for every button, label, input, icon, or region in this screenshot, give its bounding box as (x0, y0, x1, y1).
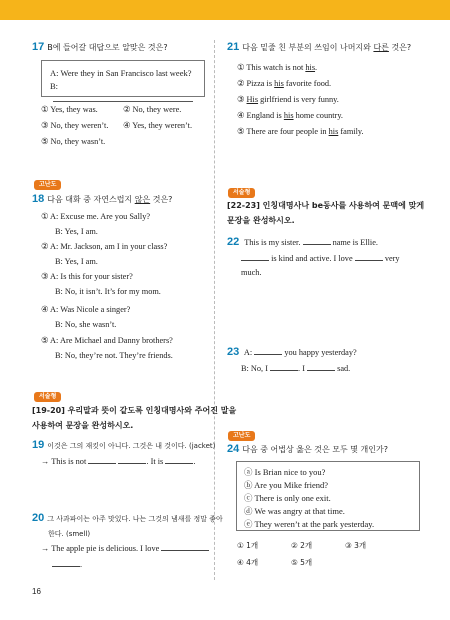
q18-choice-1-b: B: Yes, I am. (55, 227, 98, 236)
q21-number: 21 (227, 41, 240, 53)
q24-sentence-e: ⓔ They weren’t at the park yesterday. (244, 519, 375, 529)
q19-text: 이것은 그의 재킷이 아니다. 그것은 내 것이다. (jacket) (47, 442, 216, 450)
q17-choice-1[interactable]: ① Yes, they was. (41, 105, 98, 114)
top-color-bar (0, 0, 450, 20)
column-divider (214, 40, 216, 580)
q19-number: 19 (32, 439, 45, 451)
q18-choice-4-b: B: No, she wasn’t. (55, 320, 117, 329)
q24-sentence-a: ⓐ Is Brian nice to you? (244, 467, 326, 477)
q18-choice-2-a[interactable]: ② A: Mr. Jackson, am I in your class? (41, 242, 168, 251)
section-22-23-line2: 문장을 완성하시오. (227, 216, 295, 225)
q18-choice-5-a[interactable]: ⑤ A: Are Michael and Danny brothers? (41, 336, 173, 345)
q23-line1[interactable]: 23 A: you happy yesterday? (227, 346, 357, 358)
q24-heading (227, 443, 388, 456)
q18-choice-2-b: B: Yes, I am. (55, 257, 98, 266)
q24-sentence-b: ⓑ Are you Mike friend? (244, 480, 329, 490)
q24-choice-5[interactable]: ⑤ 5개 (291, 558, 313, 567)
q17-choice-5[interactable]: ⑤ No, they wasn’t. (41, 137, 106, 146)
q18-choice-5-b: B: No, they’re not. They’re friends. (55, 351, 173, 360)
q19-heading (32, 439, 215, 452)
section-19-20-line1: [19-20] 우리말과 뜻이 같도록 인칭대명사와 주어진 말을 (32, 406, 237, 415)
q21-choice-2[interactable]: ② Pizza is his favorite food. (237, 79, 332, 88)
q18-choice-4-a[interactable]: ④ A: Was Nicole a singer? (41, 305, 131, 314)
q18-heading: 18 다음 대화 중 자연스럽지 않은 것은? (32, 193, 173, 205)
q18-choice-1-a[interactable]: ① A: Excuse me. Are you Sally? (41, 212, 151, 221)
q17-dialog-box (41, 60, 205, 97)
q24-choice-3[interactable]: ③ 3개 (345, 541, 367, 550)
q20-heading: 20 그 사과파이는 아주 맛있다. 나는 그것의 냄새를 정말 좋아 (32, 512, 223, 524)
q20-number: 20 (32, 512, 45, 524)
q24-sentence-d: ⓓ We was angry at that time. (244, 506, 345, 516)
q24-choice-1[interactable]: ① 1개 (237, 541, 259, 550)
section-22-23-tag: 서술형 (228, 188, 255, 198)
q21-heading: 21 다음 밑줄 친 부분의 쓰임이 나머지와 다른 것은? (227, 41, 412, 53)
q17-box-a: A: Were they in San Francisco last week? (50, 68, 192, 78)
q20-answer-line1[interactable]: → The apple pie is delicious. I love (41, 542, 209, 555)
q24-text: 다음 중 어법상 옳은 것은 모두 몇 개인가? (242, 445, 388, 454)
q24-sentence-c: ⓒ There is only one exit. (244, 493, 331, 503)
section-19-20-tag: 서술형 (34, 392, 61, 402)
q21-choice-5[interactable]: ⑤ There are four people in his family. (237, 127, 364, 136)
q17-choice-2[interactable]: ② No, they were. (123, 105, 182, 114)
q17-choice-3[interactable]: ③ No, they weren’t. (41, 121, 109, 130)
q20-text-line2: 한다. (smell) (48, 530, 91, 538)
q18-number: 18 (32, 193, 45, 205)
section-19-20-line2: 사용하여 문장을 완성하시오. (32, 421, 134, 430)
q22-line2[interactable]: is kind and active. I love very (241, 252, 400, 265)
q24-difficulty-tag: 고난도 (228, 431, 255, 441)
q21-choice-4[interactable]: ④ England is his home country. (237, 111, 344, 120)
q24-choice-4[interactable]: ④ 4개 (237, 558, 259, 567)
q17-box-b: B: (50, 80, 196, 106)
q18-difficulty-tag: 고난도 (34, 180, 61, 190)
q22-line1[interactable]: 22 This is my sister. name is Ellie. (227, 236, 378, 248)
q17-text: B에 들어갈 대답으로 알맞은 것은? (47, 43, 168, 52)
q18-choice-3-a[interactable]: ③ A: Is this for your sister? (41, 272, 133, 281)
page-number: 16 (32, 587, 41, 596)
q24-choice-2[interactable]: ② 2개 (291, 541, 313, 550)
q18-choice-3-b: B: No, it isn’t. It’s for my mom. (55, 287, 161, 296)
q21-choice-3[interactable]: ③ His girlfriend is very funny. (237, 95, 339, 104)
section-22-23-line1: [22-23] 인칭대명사나 be동사를 사용하여 문맥에 맞게 (227, 201, 425, 210)
q22-number: 22 (227, 236, 240, 248)
q24-number: 24 (227, 443, 240, 455)
q21-choice-1[interactable]: ① This watch is not his. (237, 63, 318, 72)
q23-line2[interactable]: B: No, I . I sad. (241, 364, 351, 373)
q20-answer-line2[interactable]: . (52, 558, 82, 571)
q23-number: 23 (227, 346, 240, 358)
q24-sentences-box (236, 461, 420, 531)
q22-line3: much. (241, 268, 262, 277)
q17-choice-4[interactable]: ④ Yes, they weren’t. (123, 121, 193, 130)
q17-heading (32, 41, 168, 54)
q19-answer[interactable]: → This is not . It is . (41, 457, 196, 466)
q17-number: 17 (32, 41, 45, 53)
